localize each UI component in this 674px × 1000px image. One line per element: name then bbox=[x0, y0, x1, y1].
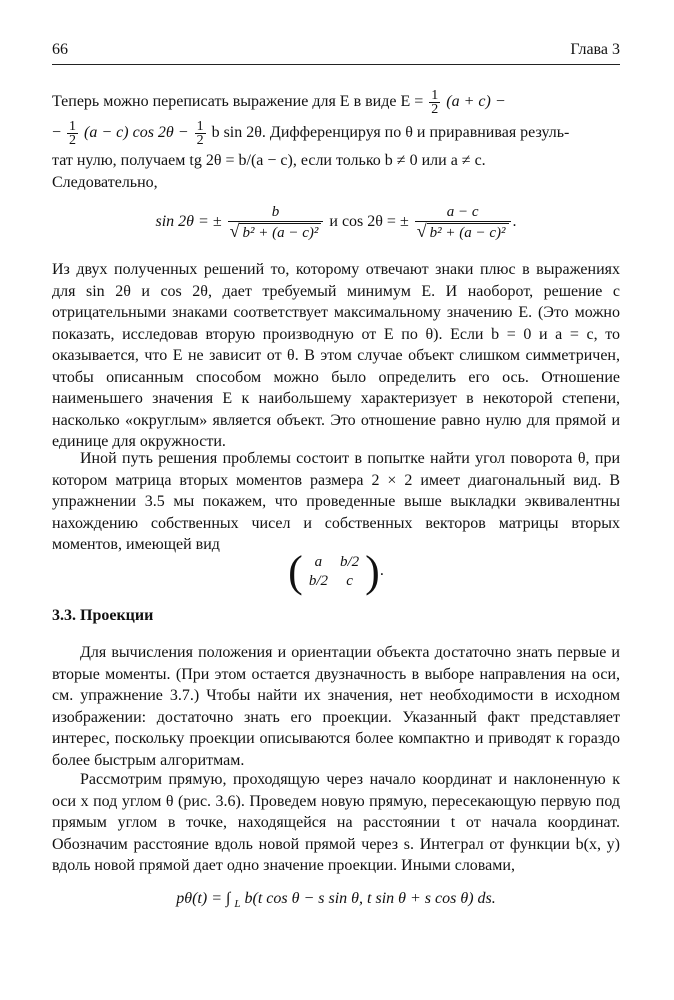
line-3: тат нулю, получаем tg 2θ = b/(a − c), если только b ≠ 0 или a ≠ c. bbox=[52, 152, 486, 169]
eq1-and: и cos 2θ = ± bbox=[329, 213, 409, 231]
paragraph-projections bbox=[52, 642, 620, 771]
intro-lines bbox=[52, 89, 620, 193]
line-1-text: Теперь можно переписать выражение для E в виде E = bbox=[52, 93, 424, 111]
section-heading: 3.3. Проекции bbox=[52, 607, 154, 624]
line-4: Следовательно, bbox=[52, 173, 158, 191]
eq2-sub: L bbox=[234, 898, 241, 911]
line-2-mid: (a − c) cos 2θ − bbox=[84, 124, 189, 142]
matrix-2x2: a b/2 b/2 c bbox=[308, 553, 360, 589]
line-2-minus: − bbox=[52, 124, 62, 142]
header-rule bbox=[52, 64, 620, 65]
paragraph-4: Для вычисления положения и ориентации объекта достаточно знать первые и вторые моменты. (При этом остается двузначность в выборе направления на оси, см. упражнение 3.7.) Чтобы найти их значения, нет необходимости в исходном изображении: достаточно знать его проекции. Указанный факт представляет интерес, поскольку проекции описываются более компактно и приводят к гораздо более быстрым алгоритмам. bbox=[52, 644, 620, 769]
fraction-half-3: $\frac{1}{2}$ bbox=[196, 119, 204, 148]
eq1-fraction-1: $\frac{b}{\text{√ b² + (a − c)²}}$ bbox=[228, 203, 324, 242]
paragraph-line bbox=[52, 769, 620, 877]
equation-projection bbox=[52, 890, 620, 910]
paragraph-2: Из двух полученных решений то, которому отвечают знаки плюс в выражениях для sin 2θ и cos 2θ, дает требуемый минимум E. И наоборот, решение с отрицательными знаками соответствует максимальному значению E. (Это можно показать, исследовав вторую производную от E по θ). Если b = 0 и a = c, то оказывается, что E не зависит от θ. В этом случае объект слишком симметричен, чтобы описанным способом можно было определить его ось. Отношение наименьшего значения E к наибольшему характеризует в некоторой степени, насколько «округлым» является объект. Это отношение равно нулю для прямой и единице для окружности. bbox=[52, 261, 620, 450]
paragraph-5: Рассмотрим прямую, проходящую через начало координат и наклоненную к оси x под углом θ (рис. 3.6). Проведем новую прямую, пересекающую первую под прямым углом в точке, находящейся на расстоянии t от начала координат. Обозначим расстояние вдоль новой прямой через s. Интеграл от функции b(x, y) вдоль новой прямой дает одно значение проекции. Иными словами, bbox=[52, 771, 620, 874]
chapter-title: Глава 3 bbox=[570, 41, 620, 58]
equation-sin-cos: sin 2θ = ± $\frac{b}{\text{√ b² + (a − c)²}}$ и cos 2θ = ± $\frac{a - c}{\text{√ b² + (a − c)²}}$ . bbox=[155, 204, 517, 241]
moment-matrix: ( a b/2 b/2 c ). bbox=[288, 547, 384, 596]
fraction-half-2: $\frac{1}{2}$ bbox=[69, 119, 77, 148]
fraction-half-1: $\frac{1}{2}$ bbox=[431, 88, 439, 117]
eq1-left: sin 2θ = ± bbox=[155, 213, 222, 231]
line-2-tail: b sin 2θ. Дифференцируя по θ и приравнивая резуль- bbox=[211, 124, 570, 142]
eq2-left: pθ(t) = ∫ bbox=[176, 890, 231, 907]
paragraph-solutions bbox=[52, 259, 620, 453]
running-header bbox=[52, 41, 620, 63]
line-2 bbox=[52, 120, 620, 147]
eq1-fraction-2: $\frac{a - c}{\text{√ b² + (a − c)²}}$ bbox=[415, 203, 511, 242]
line-1 bbox=[52, 89, 620, 116]
paragraph-rotation bbox=[52, 448, 620, 556]
paragraph-3: Иной путь решения проблемы состоит в попытке найти угол поворота θ, при котором матрица вторых моментов размера 2 × 2 имеет диагональный вид. В упражнении 3.5 мы покажем, что проведенные выше выкладки эквивалентны нахождению собственных чисел и собственных векторов матрицы вторых моментов, имеющей вид bbox=[52, 450, 620, 553]
line-1-tail: (a + c) − bbox=[446, 93, 506, 111]
eq2-right: b(t cos θ − s sin θ, t sin θ + s cos θ) ds. bbox=[244, 890, 496, 907]
page-number: 66 bbox=[52, 41, 68, 58]
